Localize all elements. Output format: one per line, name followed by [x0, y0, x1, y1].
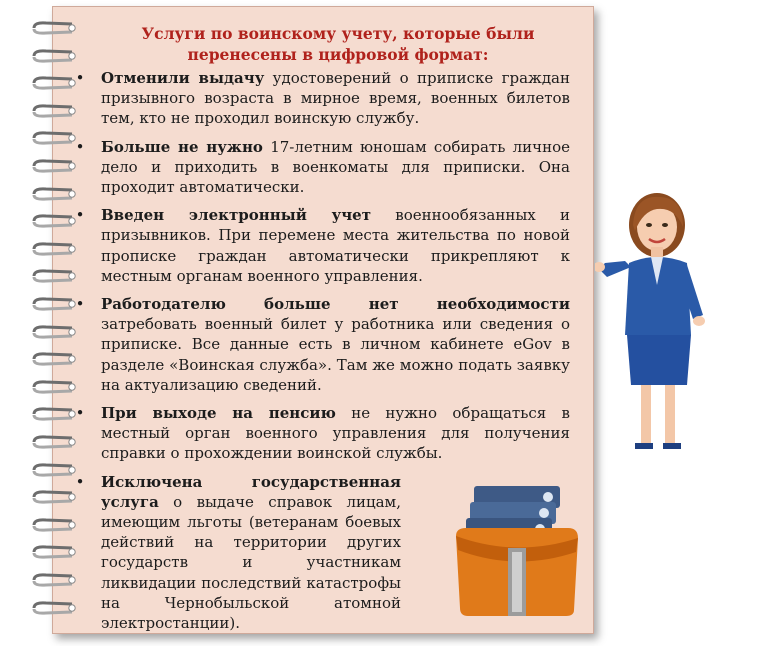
bullet: • — [75, 295, 85, 314]
list-item — [70, 472, 401, 634]
folders-briefcase-illustration — [452, 478, 582, 618]
bullet: • — [75, 472, 85, 491]
item-bold-text: Отменили выдачу — [101, 69, 265, 87]
item-bold-text: Больше не нужно — [101, 137, 263, 156]
list-item — [70, 294, 570, 395]
title-line-1: Услуги по воинскому учету, которые были — [141, 24, 535, 43]
item-bold-text: При выходе на пенсию — [101, 404, 336, 423]
list-item — [70, 205, 570, 286]
item-bold-text: Исключена государственная услуга — [101, 472, 401, 511]
item-bold-text: Введен электронный учет — [101, 206, 372, 225]
item-bold-text: Работодателю больше нет необходимости — [101, 295, 570, 314]
list-item — [70, 68, 570, 129]
item-text: затребовать военный билет у работника или сведения о приписке. Все данные есть в личном кабинете eGov в разделе «Воинская служба». Там же можно подать заявку на актуализацию сведений. — [101, 315, 570, 394]
item-text: военнообязанных и призывников. При перемене места жительства по новой прописке граждан автоматически прикрепляют к местным органам военного управления. — [101, 206, 570, 285]
item-text: не нужно обращаться в местный орган военного управления для получения справки о прохождении воинской службы. — [101, 404, 570, 463]
list-item — [70, 403, 570, 464]
item-text: 17-летним юношам собирать личное дело и приходить в военкоматы для приписки. Она проходит автоматически. — [101, 137, 571, 197]
bullet: • — [75, 69, 85, 87]
title-line-2: перенесены в цифровой формат: — [187, 45, 489, 64]
list-item — [70, 137, 570, 198]
item-text: удостоверений о приписке граждан призывного возраста в мирное время, военных билетов тем, кто не проходил воинскую службу. — [101, 69, 570, 128]
spiral-ring-icon — [28, 20, 78, 36]
page-title — [113, 23, 563, 65]
bullet: • — [75, 206, 85, 225]
spiral-ring-icon — [28, 48, 78, 64]
item-text: о выдаче справок лицам, имеющим льготы (ветеранам боевых действий на территории других государств и участникам ликвидации последствий катастрофы на Чернобыльской атомной электростанции). — [101, 492, 401, 633]
bullet: • — [75, 404, 85, 423]
bullet: • — [75, 137, 85, 156]
businesswoman-illustration — [595, 185, 725, 460]
